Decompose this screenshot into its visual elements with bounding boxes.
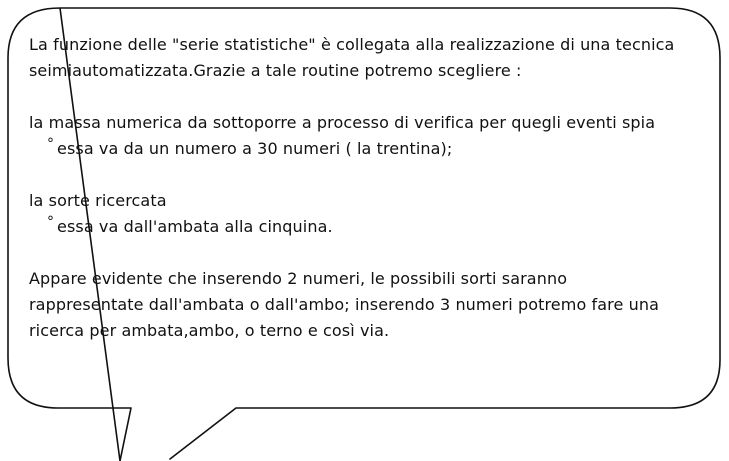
paragraph-conclusion-line-1: Appare evidente che inserendo 2 numeri, le possibili sorti saranno [29,269,568,288]
item-sort-detail-text: essa va dall'ambata alla cinquina. [57,217,333,236]
paragraph-conclusion-line-3: ricerca per ambata,ambo, o terno e così via. [29,321,390,340]
item-numeric-mass-detail-text: essa va da un numero a 30 numeri ( la trentina); [57,139,453,158]
bullet-icon: ° [47,136,55,152]
bullet-icon: ° [47,214,55,230]
speech-bubble-text [29,32,709,344]
item-sort-detail [29,214,709,240]
paragraph-intro-line-1: La funzione delle "serie statistiche" è collegata alla realizzazione di una tecnica [29,35,675,54]
paragraph-conclusion-line-2: rappresentate dall'ambata o dall'ambo; inserendo 3 numeri potremo fare una [29,295,659,314]
item-numeric-mass-detail [29,136,709,162]
paragraph-intro-line-2: seimiautomatizzata.Grazie a tale routine potremo scegliere : [29,61,522,80]
item-sort-label: la sorte ricercata [29,191,167,210]
item-numeric-mass-label: la massa numerica da sottoporre a processo di verifica per quegli eventi spia [29,113,656,132]
